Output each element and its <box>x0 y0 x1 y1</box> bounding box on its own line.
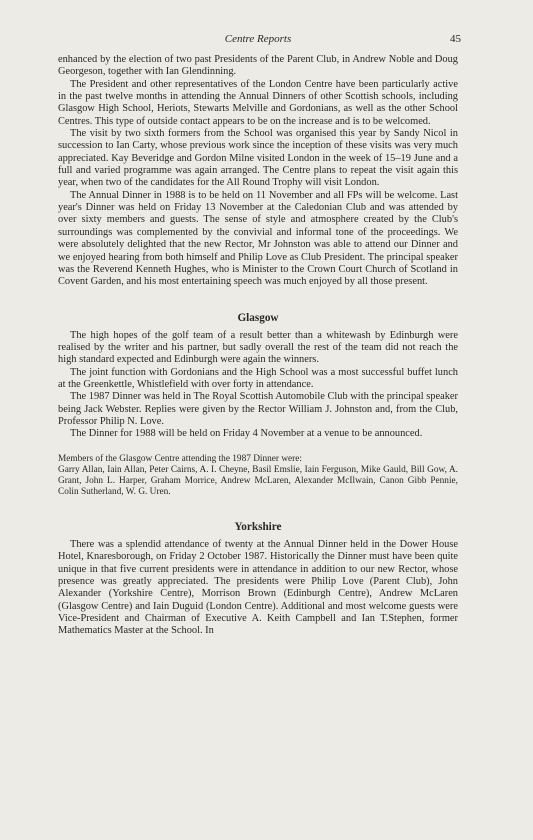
running-head <box>58 30 461 48</box>
glasgow-members-block <box>58 454 458 498</box>
glasgow-paragraph-1: The high hopes of the golf team of a result better than a whitewash by Edinburgh were realised by the writer and his partner, but sadly overall the rest of the team did not reach the high standard expected and Edinburgh were again the winners. <box>58 329 458 366</box>
running-title: Centre Reports <box>224 33 292 45</box>
members-list: Garry Allan, Iain Allan, Peter Cairns, A. I. Cheyne, Basil Emslie, Iain Ferguson, Mike Gauld, Bill Gow, A. Grant, John L. Harper, Graham Morrice, Andrew McLaren, Alexander McIlwain, Canon Gibb Pennie, Colin Sutherland, W. G. Uren. <box>58 464 458 497</box>
london-paragraph-3: The visit by two sixth formers from the School was organised this year by Sandy Nicol in succession to Ian Carty, whose previous work since the inception of these visits was very much appreciated. Kay Beveridge and Gordon Milne visited London in the week of 15–19 June and a full and varied programme was again arranged. The Centre plans to repeat the visit again this year, when two of the candidates for the All Round Trophy will visit London. <box>58 128 458 189</box>
london-paragraph-2: The President and other representatives of the London Centre have been particularly active in the past twelve months in attending the Annual Dinners of other Scottish schools, including Glasgow High School, Heriots, Stewarts Melville and Gordonians, as well as the other School Centres. This type of outside contact appears to be on the increase and is to be welcomed. <box>58 78 458 127</box>
members-heading: Members of the Glasgow Centre attending the 1987 Dinner were: <box>58 453 302 464</box>
glasgow-paragraph-4: The Dinner for 1988 will be held on Friday 4 November at a venue to be announced. <box>70 428 423 440</box>
yorkshire-section <box>58 521 458 638</box>
london-paragraph-1: enhanced by the election of two past Presidents of the Parent Club, in Andrew Noble and Doug Georgeson, together with Ian Glendinning. <box>58 54 458 78</box>
document-page <box>58 30 461 638</box>
glasgow-heading: Glasgow <box>237 311 279 324</box>
page-number: 45 <box>450 33 461 45</box>
london-section <box>58 54 458 289</box>
glasgow-paragraph-3: The 1987 Dinner was held in The Royal Scottish Automobile Club with the principal speaker being Jack Webster. Replies were given by the Rector William J. Johnston and, from the Club, Professor Philip N. Love. <box>58 391 458 427</box>
london-paragraph-4: The Annual Dinner in 1988 is to be held on 11 November and all FPs will be welcome. Last year's Dinner was held on Friday 13 November at the Caledonian Club and was attended by over sixty members and guests. The sense of style and atmosphere created by the Club's surroundings was complemented by the convivial and informal tone of the proceedings. We were absolutely delighted that the new Rector, Mr Johnston was able to attend our Dinner and we enjoyed hearing from both himself and Philip Love as Club President. The principal speaker was the Reverend Kenneth Hughes, who is Minister to the Crown Court Church of Scotland in Covent Garden, and his most entertaining speech was much enjoyed by all those present. <box>58 189 458 288</box>
yorkshire-paragraph-1: There was a splendid attendance of twenty at the Annual Dinner held in the Dower House Hotel, Knaresborough, on Friday 2 October 1987. Historically the Dinner must have been quite unique in that five current presidents were in attendance in addition to our new Rector, whose presence was greatly appreciated. The presidents were Philip Love (Parent Club), John Alexander (Yorkshire Centre), Morrison Brown (Edinburgh Centre), Andrew McLaren (Glasgow Centre) and Iain Duguid (London Centre). Additional and most welcome guests were Vice-President and Chairman of Executive A. Keith Campbell and Ian T.Stephen, former Mathematics Master at the School. In <box>58 539 458 637</box>
glasgow-paragraph-2: The joint function with Gordonians and the High School was a most successful buffet lunch at the Greenkettle, Whistlefield with over forty in attendance. <box>58 366 458 390</box>
yorkshire-heading: Yorkshire <box>234 521 282 533</box>
glasgow-section <box>58 312 458 498</box>
